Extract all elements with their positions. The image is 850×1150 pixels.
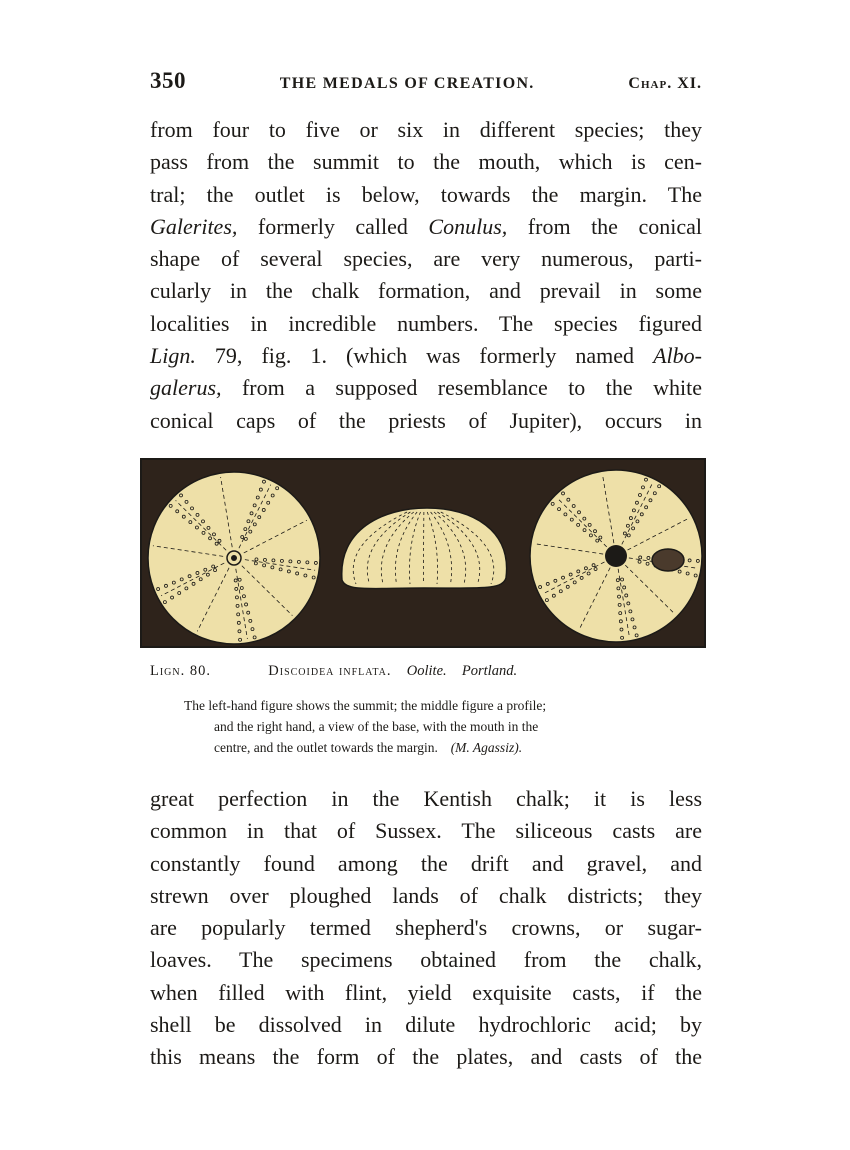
text-segment: this means the form of the plates, and casts of the	[150, 1044, 702, 1070]
text-segment: cularly in the chalk formation, and prevail in some	[150, 278, 702, 304]
figure-caption-title	[150, 663, 702, 680]
italic-term: Conulus,	[428, 213, 508, 239]
text-line	[150, 1041, 702, 1073]
text-line	[150, 1009, 702, 1041]
text-line	[150, 815, 702, 847]
text-segment: strewn over ploughed lands of chalk districts; they	[150, 882, 702, 908]
text-segment: conical caps of the priests of Jupiter), occurs in	[150, 407, 702, 433]
text-line	[150, 848, 702, 880]
text-line	[150, 308, 702, 340]
page-number: 350	[150, 68, 186, 93]
text-segment: from the conical	[507, 213, 702, 239]
base-view-figure	[530, 470, 702, 642]
text-line	[150, 783, 702, 815]
text-segment: are popularly termed shepherd's crowns, or sugar-	[150, 915, 702, 941]
caption-line: The left-hand figure shows the summit; the middle figure a profile;	[184, 698, 547, 713]
text-line	[150, 944, 702, 976]
caption-line	[184, 737, 674, 758]
figure-caption-body	[184, 695, 674, 758]
italic-term: Albo-	[653, 343, 702, 369]
running-header	[150, 68, 702, 94]
echinoid-illustration	[142, 460, 704, 646]
italic-term: Galerites,	[150, 213, 238, 239]
text-line	[150, 275, 702, 307]
figure-lign-80	[140, 458, 706, 648]
running-title: THE MEDALS OF CREATION.	[279, 75, 535, 92]
text-line	[150, 912, 702, 944]
text-segment: tral; the outlet is below, towards the margin. The	[150, 181, 702, 207]
text-segment: 79, fig. 1. (which was formerly named	[195, 343, 654, 369]
caption-line: and the right hand, a view of the base, with the mouth in the	[214, 719, 539, 734]
text-line	[150, 243, 702, 275]
text-line	[150, 114, 702, 146]
text-segment: formerly called	[237, 213, 429, 239]
caption-credit: (M. Agassiz).	[450, 740, 523, 755]
caption-formation: Oolite.	[406, 663, 447, 679]
text-segment: from four to five or six in different species; they	[150, 117, 702, 142]
caption-locality: Portland.	[461, 663, 518, 679]
caption-label: Lign. 80.	[150, 663, 212, 679]
text-line	[150, 977, 702, 1009]
text-segment: when filled with flint, yield exquisite casts, if the	[150, 979, 702, 1005]
chapter-label: Chap. XI.	[628, 75, 702, 92]
text-segment: loaves. The specimens obtained from the chalk,	[150, 947, 702, 973]
text-segment: pass from the summit to the mouth, which is cen-	[150, 149, 702, 175]
text-segment: common in that of Sussex. The siliceous casts are	[150, 818, 702, 844]
periproct-outlet	[652, 549, 684, 571]
summit-view-figure	[148, 472, 320, 644]
text-segment: shape of several species, are very numerous, parti-	[150, 246, 702, 272]
text-segment: from a supposed resemblance to the white	[221, 375, 702, 401]
caption-line-text: centre, and the outlet towards the margin.	[214, 740, 438, 755]
text-line	[150, 146, 702, 178]
profile-view-figure	[342, 508, 507, 589]
caption-species: Discoidea inflata.	[268, 663, 392, 679]
apical-centre	[231, 555, 237, 561]
text-line	[150, 880, 702, 912]
text-segment: localities in incredible numbers. The species figured	[150, 310, 702, 336]
text-line	[150, 405, 702, 437]
text-segment: shell be dissolved in dilute hydrochloric acid; by	[150, 1012, 702, 1038]
text-segment: constantly found among the drift and gravel, and	[150, 850, 702, 876]
text-line	[150, 372, 702, 404]
body-text-bottom	[150, 783, 702, 1074]
text-line	[150, 179, 702, 211]
italic-term: galerus,	[150, 375, 222, 401]
peristome-mouth	[605, 545, 627, 567]
text-line	[150, 340, 702, 372]
italic-term: Lign.	[150, 343, 196, 369]
body-text-top	[150, 114, 702, 437]
text-line	[150, 211, 702, 243]
text-segment: great perfection in the Kentish chalk; it is less	[150, 786, 702, 811]
